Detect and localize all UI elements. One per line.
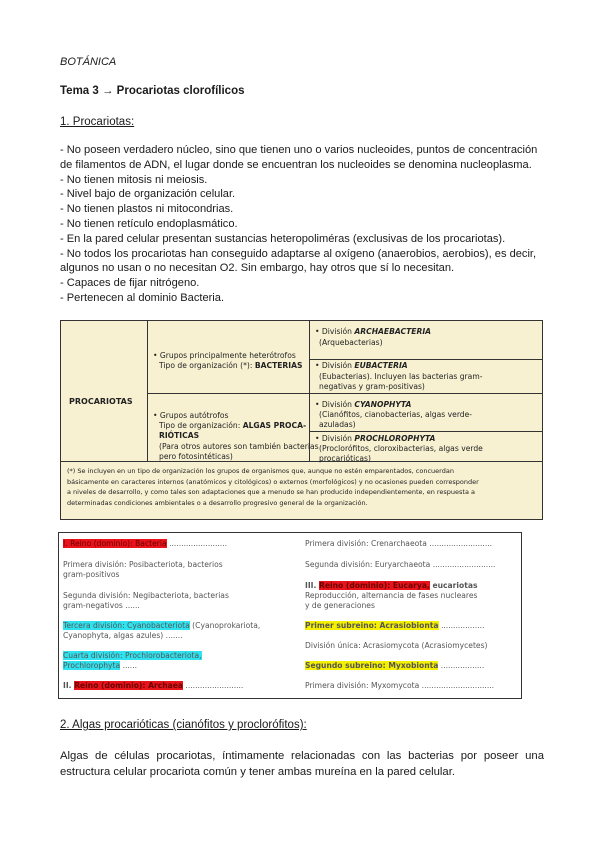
bullet-line: - No tienen mitosis ni meiosis. — [60, 173, 208, 186]
division-cyanophyta-desc: (Cianófitos, cianobacterias, algas verde- — [319, 410, 473, 419]
group-autotrophs-type-cont: RIÓTICAS — [159, 431, 200, 440]
group-autotrophs: • Grupos autótrofos — [153, 411, 229, 420]
procariotas-classification-table — [60, 320, 543, 520]
division-eubacteria-desc: (Eubacterias). Incluyen las bacterias gram- — [319, 372, 483, 381]
course-title: BOTÁNICA — [60, 56, 117, 68]
division-prochlorophyta: • División PROCHLOROPHYTA — [315, 434, 436, 443]
topic-title: Tema 3 → Procariotas clorofílicos — [60, 85, 245, 97]
division-eubacteria-desc-cont: negativas y gram-positivas) — [319, 382, 425, 391]
division-prochlorophyta-desc: (Proclorófitos, cloroxibacterias, algas verde — [319, 444, 483, 453]
eucarya-reproduction: Reproducción, alternancia de fases nucleares — [305, 591, 478, 600]
division-cyanobacteriota: Tercera división: Cyanobacteriota (Cyanoprokariota, — [63, 621, 261, 630]
subkingdom-acrasiobionta: Primer subreino: Acrasiobionta .................. — [305, 621, 485, 630]
bullet-line: - No todos los procariotas han conseguido adaptarse al oxígeno (anaerobios, aerobios), es decir, — [60, 247, 537, 260]
kingdom-bacteria: I. Reino (dominio): Bacteria ........................ — [63, 539, 228, 548]
table-footnote: (*) Se incluyen en un tipo de organización los grupos de organismos que, aunque no estén emparentados, concuerdan básicamente en caracteres internos (anatómicos y citológicos) o externos (morfológicos) y no ocasiones pueden corresponder a niveles de desarrollo, y como tales son adaptaciones que a menudo se han producido independientemente, en respuesta a determinadas condiciones ambientales o a desarrollo progresivo general de la organización. — [67, 467, 479, 507]
division-archaebacteria: • División ARCHAEBACTERIA — [315, 327, 432, 336]
division-archaebacteria-desc: (Arquebacterias) — [319, 338, 383, 347]
bullet-line: - No tienen plastos ni mitocondrias. — [60, 203, 234, 216]
division-prochlorobacteriota: Cuarta división: Prochlorobacteriota, — [63, 651, 202, 660]
procariotas-label: PROCARIOTAS — [69, 397, 133, 406]
domains-kingdoms-table — [58, 532, 522, 699]
bullet-line: - Pertenecen al dominio Bacteria. — [60, 291, 225, 304]
bullet-line: algunos no usan o no necesitan O2. Sin embargo, hay otros que sí lo necesitan. — [60, 262, 455, 275]
division-crenarchaeota: Primera división: Crenarchaeota .......................... — [305, 539, 493, 548]
section-1-heading: 1. Procariotas: — [60, 116, 135, 128]
group-heterotrophs: • Grupos principalmente heterótrofos — [153, 351, 296, 360]
division-prochlorophyta-desc-cont: procarióticas) — [319, 454, 371, 463]
division-negibacteriota: Segunda división: Negibacteriota, bacterias — [63, 591, 229, 600]
eucarya-reproduction-cont: y de generaciones — [305, 601, 375, 610]
group-autotrophs-type: Tipo de organización: ALGAS PROCA- — [159, 421, 307, 430]
bullet-line: - Nivel bajo de organización celular. — [60, 188, 236, 201]
division-negibacteriota-cont: gram-negativos ...... — [63, 601, 140, 610]
section-2-paragraph: Algas de células procariotas, íntimamente relacionadas con las bacterias por poseer una estructura celular procariota común y tener ambas mureína en la pared celular. — [60, 750, 544, 778]
division-myxomycota: Primera división: Myxomycota .............................. — [305, 681, 495, 690]
division-euryarchaeota: Segunda división: Euryarchaeota .......................... — [305, 560, 496, 569]
bullet-line: - Capaces de fijar nitrógeno. — [60, 277, 200, 290]
division-cyanophyta: • División CYANOPHYTA — [315, 400, 412, 409]
group-heterotrophs-type: Tipo de organización (*): BACTERIAS — [159, 361, 303, 370]
bullet-line: de filamentos de ADN, el lugar donde se encuentran los nucleoides se denomina nucleoplasma. — [60, 158, 532, 171]
division-posibacteriota-cont: gram-positivos — [63, 570, 120, 579]
bullet-line: - No tienen retículo endoplasmático. — [60, 217, 238, 230]
section-2-heading: 2. Algas procarióticas (cianófitos y proclorófitos): — [60, 719, 307, 731]
bullet-line: - En la pared celular presentan sustancias heteropoliméras (exclusivas de los procariotas). — [60, 232, 506, 245]
division-acrasiomycota: División única: Acrasiomycota (Acrasiomycetes) — [305, 641, 488, 650]
division-posibacteriota: Primera división: Posibacteriota, bacterios — [63, 560, 223, 569]
kingdom-eucarya: III. Reino (dominio): Eucarya, eucariotas — [305, 581, 478, 590]
division-prochlorophyta-hl: Prochlorophyta ...... — [63, 661, 138, 670]
procariotas-bullet-list — [60, 143, 548, 306]
division-eubacteria: • División EUBACTERIA — [315, 361, 408, 370]
bullet-line: - No poseen verdadero núcleo, sino que tienen uno o varios nucleoides, puntos de concentración — [60, 144, 538, 156]
group-autotrophs-note: (Para otros autores son también bacterias — [159, 442, 319, 451]
subkingdom-myxobionta: Segundo subreino: Myxobionta .................. — [305, 661, 485, 670]
division-cyanophyta-desc-cont: azuladas) — [319, 420, 356, 429]
kingdom-archaea: II. Reino (dominio): Archaea ........................ — [63, 681, 244, 690]
group-autotrophs-note-cont: pero fotosintéticas) — [159, 452, 233, 461]
division-cyanobacteriota-cont: Cyanophyta, algas azules) ....... — [63, 631, 183, 640]
